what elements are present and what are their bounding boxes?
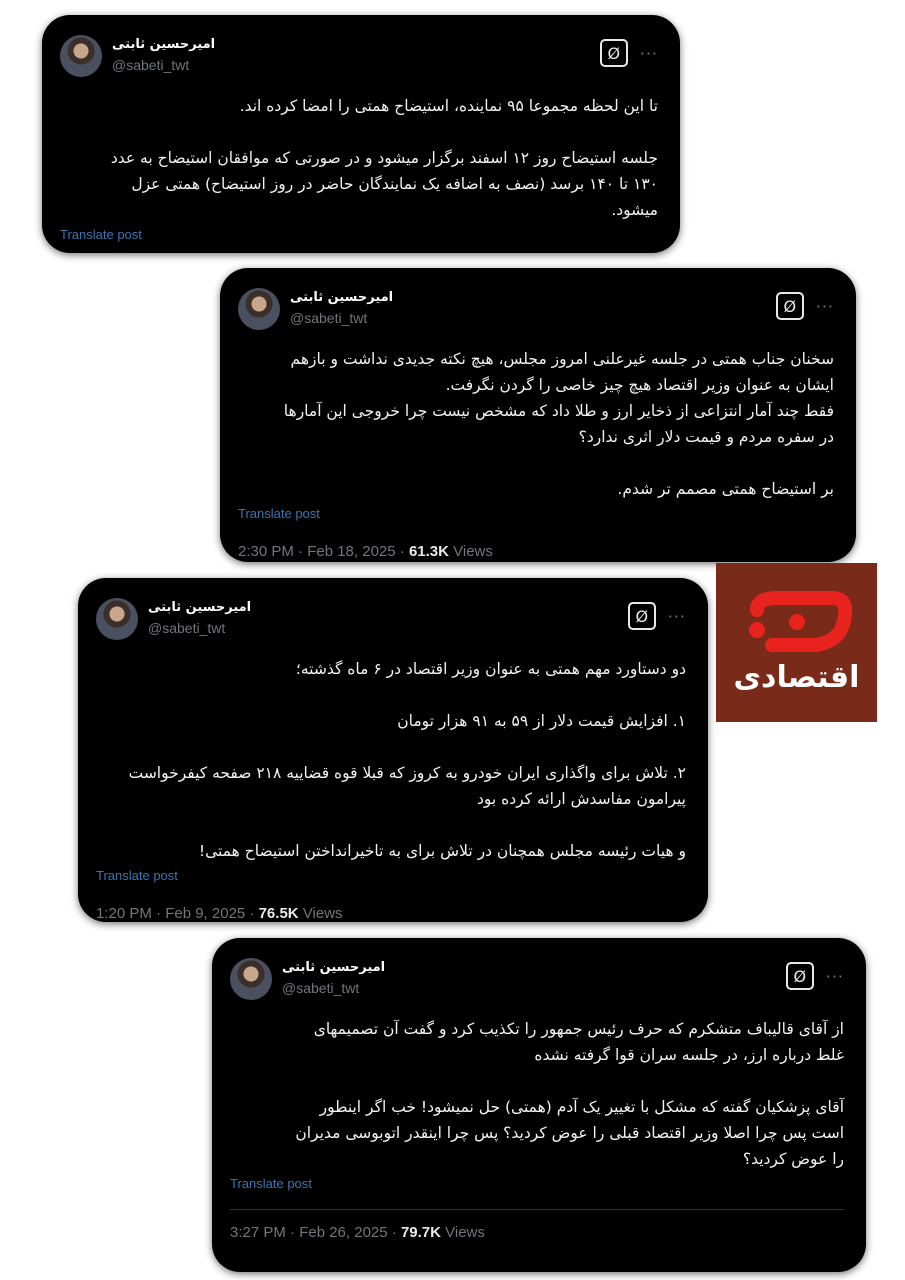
views-label: Views [445,1224,485,1241]
header-actions [600,39,658,67]
tweet-text [96,656,686,864]
view-count: 76.5K [258,905,299,922]
grok-icon[interactable]: Ø [786,962,814,990]
tweet-meta [230,1224,844,1241]
tweet-text-line: پیرامون مفاسدش ارائه کرده بود [476,790,686,808]
more-options-icon[interactable]: ··· [815,296,834,316]
eghtesadi-logo [716,563,877,722]
divider [230,1209,844,1210]
more-options-icon[interactable]: ··· [667,606,686,626]
author-handle[interactable]: @sabeti_twt [112,57,190,73]
translate-post-link[interactable]: Translate post [60,227,142,242]
header-actions [628,602,686,630]
tweet-text-line: غلط درباره ارز، در جلسه سران قوا گرفته نشده [534,1046,844,1064]
author-name[interactable]: امیرحسین ثابتی [282,960,386,975]
tweet-text [238,346,834,502]
tweet-text-line: سخنان جناب همتی در جلسه غیرعلنی امروز مجلس، هیچ نکته جدیدی نداشت و بازهم [290,350,834,368]
translate-post-link[interactable]: Translate post [230,1176,312,1191]
author-name[interactable]: امیرحسین ثابتی [148,600,252,615]
author-info [112,35,215,75]
view-count: 79.7K [400,1224,441,1241]
avatar[interactable] [96,598,138,640]
tweet-text-line: میشود. [611,201,658,219]
views-label: Views [453,543,493,560]
timestamp[interactable]: 3:27 PM · Feb 26, 2025 · [230,1224,401,1241]
tweet-text-line: و هیات رئیسه مجلس همچنان در تلاش برای به تاخیرانداختن استیضاح همتی! [198,842,686,860]
header-actions [776,292,834,320]
tweet-header [238,288,834,336]
author-handle[interactable]: @sabeti_twt [290,310,368,326]
tweet-text [230,1016,844,1172]
tweet-text-line: آقای پزشکیان گفته که مشکل با تغییر یک آدم (همتی) حل نمیشود! خب اگر اینطور [319,1098,844,1116]
avatar[interactable] [60,35,102,77]
header-actions [786,962,844,990]
tweet-text-line: از آقای قالیباف متشکرم که حرف رئیس جمهور را تکذیب کرد و گفت آن تصمیمهای [313,1020,844,1038]
avatar[interactable] [230,958,272,1000]
logo-text: اقتصادی [733,659,860,695]
avatar[interactable] [238,288,280,330]
tweet-header [96,598,686,646]
translate-post-link[interactable]: Translate post [238,506,320,521]
tweet-text-line: تا این لحظه مجموعا ۹۵ نماینده، استیضاح همتی را امضا کرده اند. [239,97,658,115]
author-info [290,288,393,328]
tweet-card [78,578,708,922]
author-info [148,598,251,638]
tweet-text-line: در سفره مردم و قیمت دلار اثری ندارد؟ [578,428,834,446]
tweet-text-line: جلسه استیضاح روز ۱۲ اسفند برگزار میشود و در صورتی که موافقان استیضاح به عدد [110,149,658,167]
more-options-icon[interactable]: ··· [639,43,658,63]
tweet-text-line: ایشان به عنوان وزیر اقتصاد هیچ چیز خاصی را گردن نگرفت. [445,376,834,394]
tweet-card [42,15,680,253]
tweet-meta [96,905,686,922]
tweet-meta [238,543,834,560]
timestamp[interactable]: 1:20 PM · Feb 9, 2025 · [96,905,259,922]
view-count: 61.3K [408,543,449,560]
author-handle[interactable]: @sabeti_twt [282,980,360,996]
tweet-text-line: ۱۳۰ تا ۱۴۰ برسد (نصف به اضافه یک نمایندگان حاضر در روز استیضاح) همتی عزل [131,175,658,193]
author-info [282,958,385,998]
logo-mark-icon [737,590,857,660]
timestamp[interactable]: 2:30 PM · Feb 18, 2025 · [238,543,409,560]
tweet-card [220,268,856,562]
tweet-text [60,93,658,223]
tweet-text-line: ۱. افزایش قیمت دلار از ۵۹ به ۹۱ هزار تومان [397,712,686,730]
author-handle[interactable]: @sabeti_twt [148,620,226,636]
views-label: Views [302,905,343,922]
more-options-icon[interactable]: ··· [825,966,844,986]
tweet-text-line: ۲. تلاش برای واگذاری ایران خودرو به کروز که قبلا قوه قضاییه ۲۱۸ صفحه کیفرخواست [128,764,686,782]
tweet-text-line: بر استیضاح همتی مصمم تر شدم. [617,480,834,498]
tweet-text-line: فقط چند آمار انتزاعی از ذخایر ارز و طلا داد که مشخص نیست چرا خروجی این آمارها [283,402,834,420]
author-name[interactable]: امیرحسین ثابتی [290,290,394,305]
translate-post-link[interactable]: Translate post [96,868,178,883]
grok-icon[interactable]: Ø [628,602,656,630]
grok-icon[interactable]: Ø [600,39,628,67]
tweet-card [212,938,866,1272]
tweet-header [230,958,844,1006]
grok-icon[interactable]: Ø [776,292,804,320]
author-name[interactable]: امیرحسین ثابتی [112,37,216,52]
tweet-text-line: را عوض کردید؟ [742,1150,844,1168]
tweet-text-line: دو دستاورد مهم همتی به عنوان وزیر اقتصاد در ۶ ماه گذشته؛ [295,660,686,678]
tweet-text-line: است پس چرا اصلا وزیر اقتصاد قبلی را عوض کردید؟ پس چرا اینقدر اتوبوسی مدیران [295,1124,844,1142]
tweet-header [60,35,658,83]
